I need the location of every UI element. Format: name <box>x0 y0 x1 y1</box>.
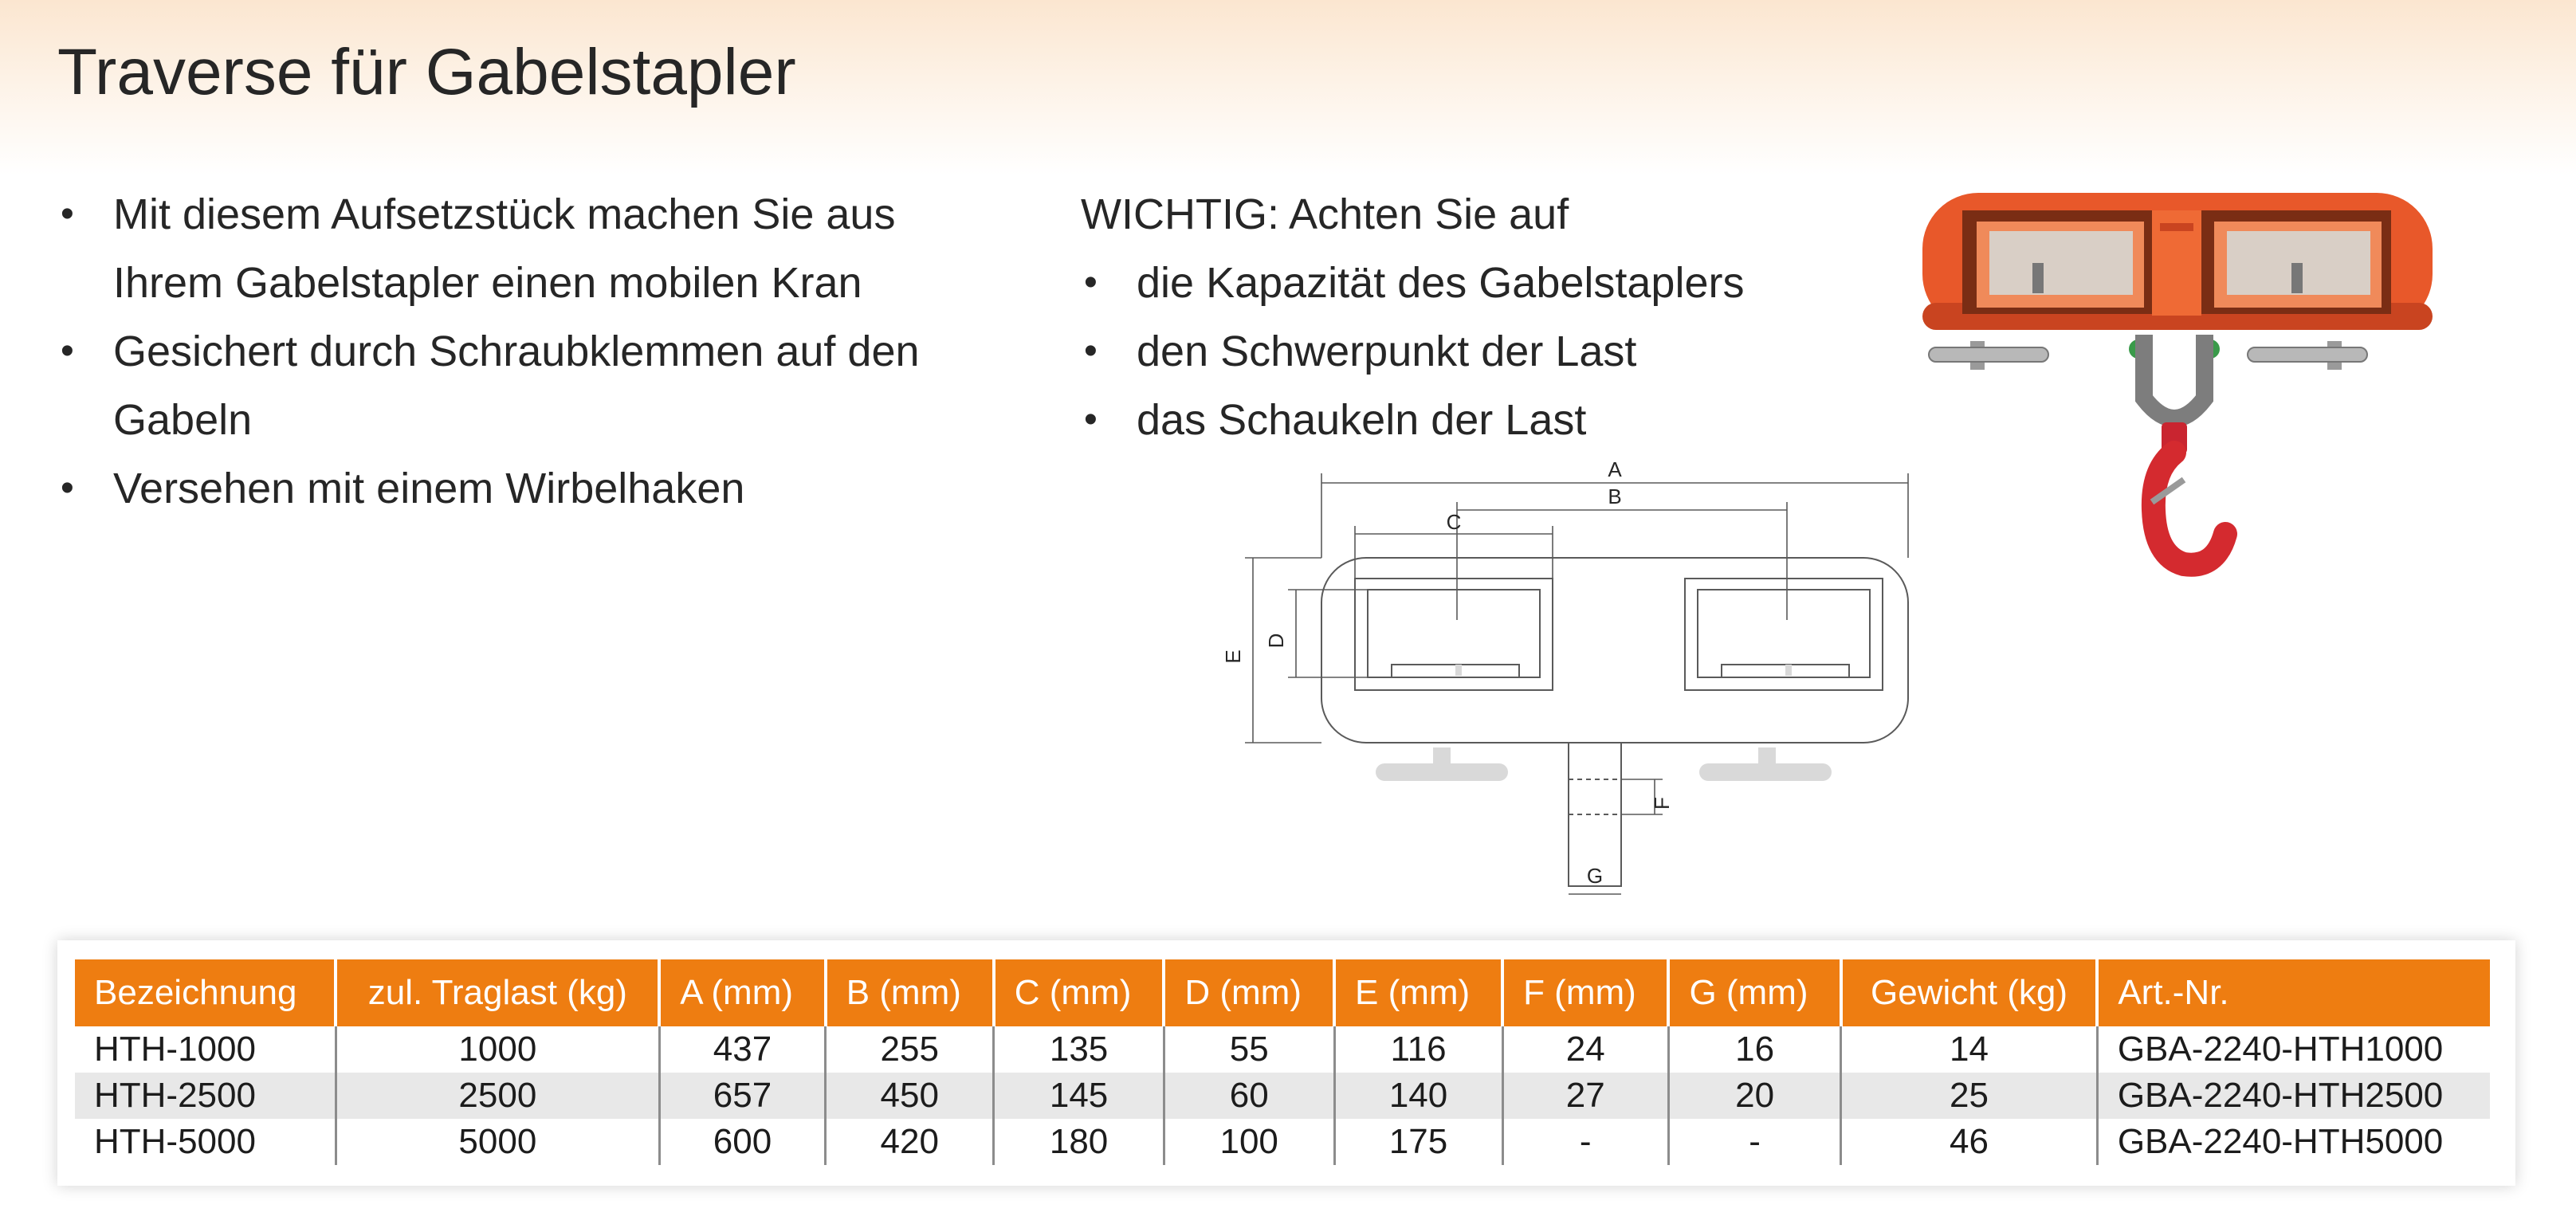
table-cell: 2500 <box>336 1073 659 1119</box>
table-cell: 20 <box>1668 1073 1840 1119</box>
table-cell: GBA-2240-HTH5000 <box>2117 1122 2444 1161</box>
dimension-drawing <box>1219 461 1937 907</box>
table-cell: 24 <box>1502 1026 1668 1073</box>
table-row <box>75 1119 2490 1165</box>
clamp-foot-right <box>2248 341 2367 370</box>
feature-item: • Versehen mit einem Wirbelhaken <box>57 454 950 523</box>
spec-table-card <box>57 940 2515 1186</box>
clamp-foot-left <box>1929 341 2048 370</box>
column-header: A (mm) <box>659 959 825 1026</box>
table-cell: 100 <box>1164 1119 1334 1165</box>
important-notes <box>1081 180 1798 454</box>
spec-table <box>75 959 2490 1165</box>
table-header-row <box>75 959 2490 1026</box>
table-cell: 145 <box>994 1073 1164 1119</box>
column-header: D (mm) <box>1164 959 1334 1026</box>
table-cell: HTH-1000 <box>75 1026 336 1073</box>
column-header: B (mm) <box>826 959 994 1026</box>
dim-label-e: E <box>1221 649 1245 664</box>
product-photo <box>1913 183 2535 653</box>
table-cell: 255 <box>826 1026 994 1073</box>
table-cell: 55 <box>1164 1026 1334 1073</box>
important-item: • den Schwerpunkt der Last <box>1081 317 1798 386</box>
important-item: • die Kapazität des Gabelstaplers <box>1081 249 1798 317</box>
dim-label-c: C <box>1446 510 1462 534</box>
table-cell: 140 <box>1334 1073 1502 1119</box>
table-cell: 16 <box>1668 1026 1840 1073</box>
table-row <box>75 1026 2490 1073</box>
column-header: E (mm) <box>1334 959 1502 1026</box>
table-cell: 25 <box>1841 1073 2098 1119</box>
table-cell: 450 <box>826 1073 994 1119</box>
table-cell: 1000 <box>336 1026 659 1073</box>
table-row <box>75 1073 2490 1119</box>
dim-label-a: A <box>1608 461 1622 481</box>
table-cell: 135 <box>994 1026 1164 1073</box>
column-header: Bezeichnung <box>75 959 336 1026</box>
swivel-hook <box>2129 335 2225 565</box>
feature-item: • Gesichert durch Schraubklemmen auf den Gabeln <box>57 317 950 454</box>
table-cell: 14 <box>1841 1026 2098 1073</box>
table-cell: 420 <box>826 1119 994 1165</box>
table-cell: - <box>1502 1119 1668 1165</box>
table-cell: 600 <box>659 1119 825 1165</box>
page-title: Traverse für Gabelstapler <box>57 36 796 108</box>
table-cell: 5000 <box>336 1119 659 1165</box>
column-header: G (mm) <box>1668 959 1840 1026</box>
important-list <box>1081 249 1798 454</box>
table-cell: 60 <box>1164 1073 1334 1119</box>
important-item: • das Schaukeln der Last <box>1081 386 1798 454</box>
traverse-frame <box>1922 193 2433 330</box>
column-header: zul. Traglast (kg) <box>336 959 659 1026</box>
table-cell: 175 <box>1334 1119 1502 1165</box>
column-header: Gewicht (kg) <box>1841 959 2098 1026</box>
dim-label-f: F <box>1650 797 1674 810</box>
column-header: C (mm) <box>994 959 1164 1026</box>
table-cell: 116 <box>1334 1026 1502 1073</box>
dim-label-g: G <box>1586 864 1604 888</box>
column-header: Art.-Nr. <box>2097 959 2490 1026</box>
table-cell: HTH-5000 <box>75 1119 336 1165</box>
feature-list <box>57 180 950 523</box>
table-cell: HTH-2500 <box>75 1073 336 1119</box>
important-heading: WICHTIG: Achten Sie auf <box>1081 190 1569 238</box>
table-cell: 657 <box>659 1073 825 1119</box>
table-cell: 437 <box>659 1026 825 1073</box>
feature-item: • Mit diesem Aufsetzstück machen Sie aus Ihrem Gabelstapler einen mobilen Kran <box>57 180 950 317</box>
column-header: F (mm) <box>1502 959 1668 1026</box>
table-cell: 27 <box>1502 1073 1668 1119</box>
table-cell: GBA-2240-HTH2500 <box>2097 1073 2490 1119</box>
dim-label-b: B <box>1608 484 1622 508</box>
table-cell: - <box>1668 1119 1840 1165</box>
table-cell: 180 <box>994 1119 1164 1165</box>
table-cell: GBA-2240-HTH1000 <box>2117 1030 2444 1069</box>
table-cell: 46 <box>1841 1119 2098 1165</box>
dim-label-d: D <box>1264 633 1288 649</box>
